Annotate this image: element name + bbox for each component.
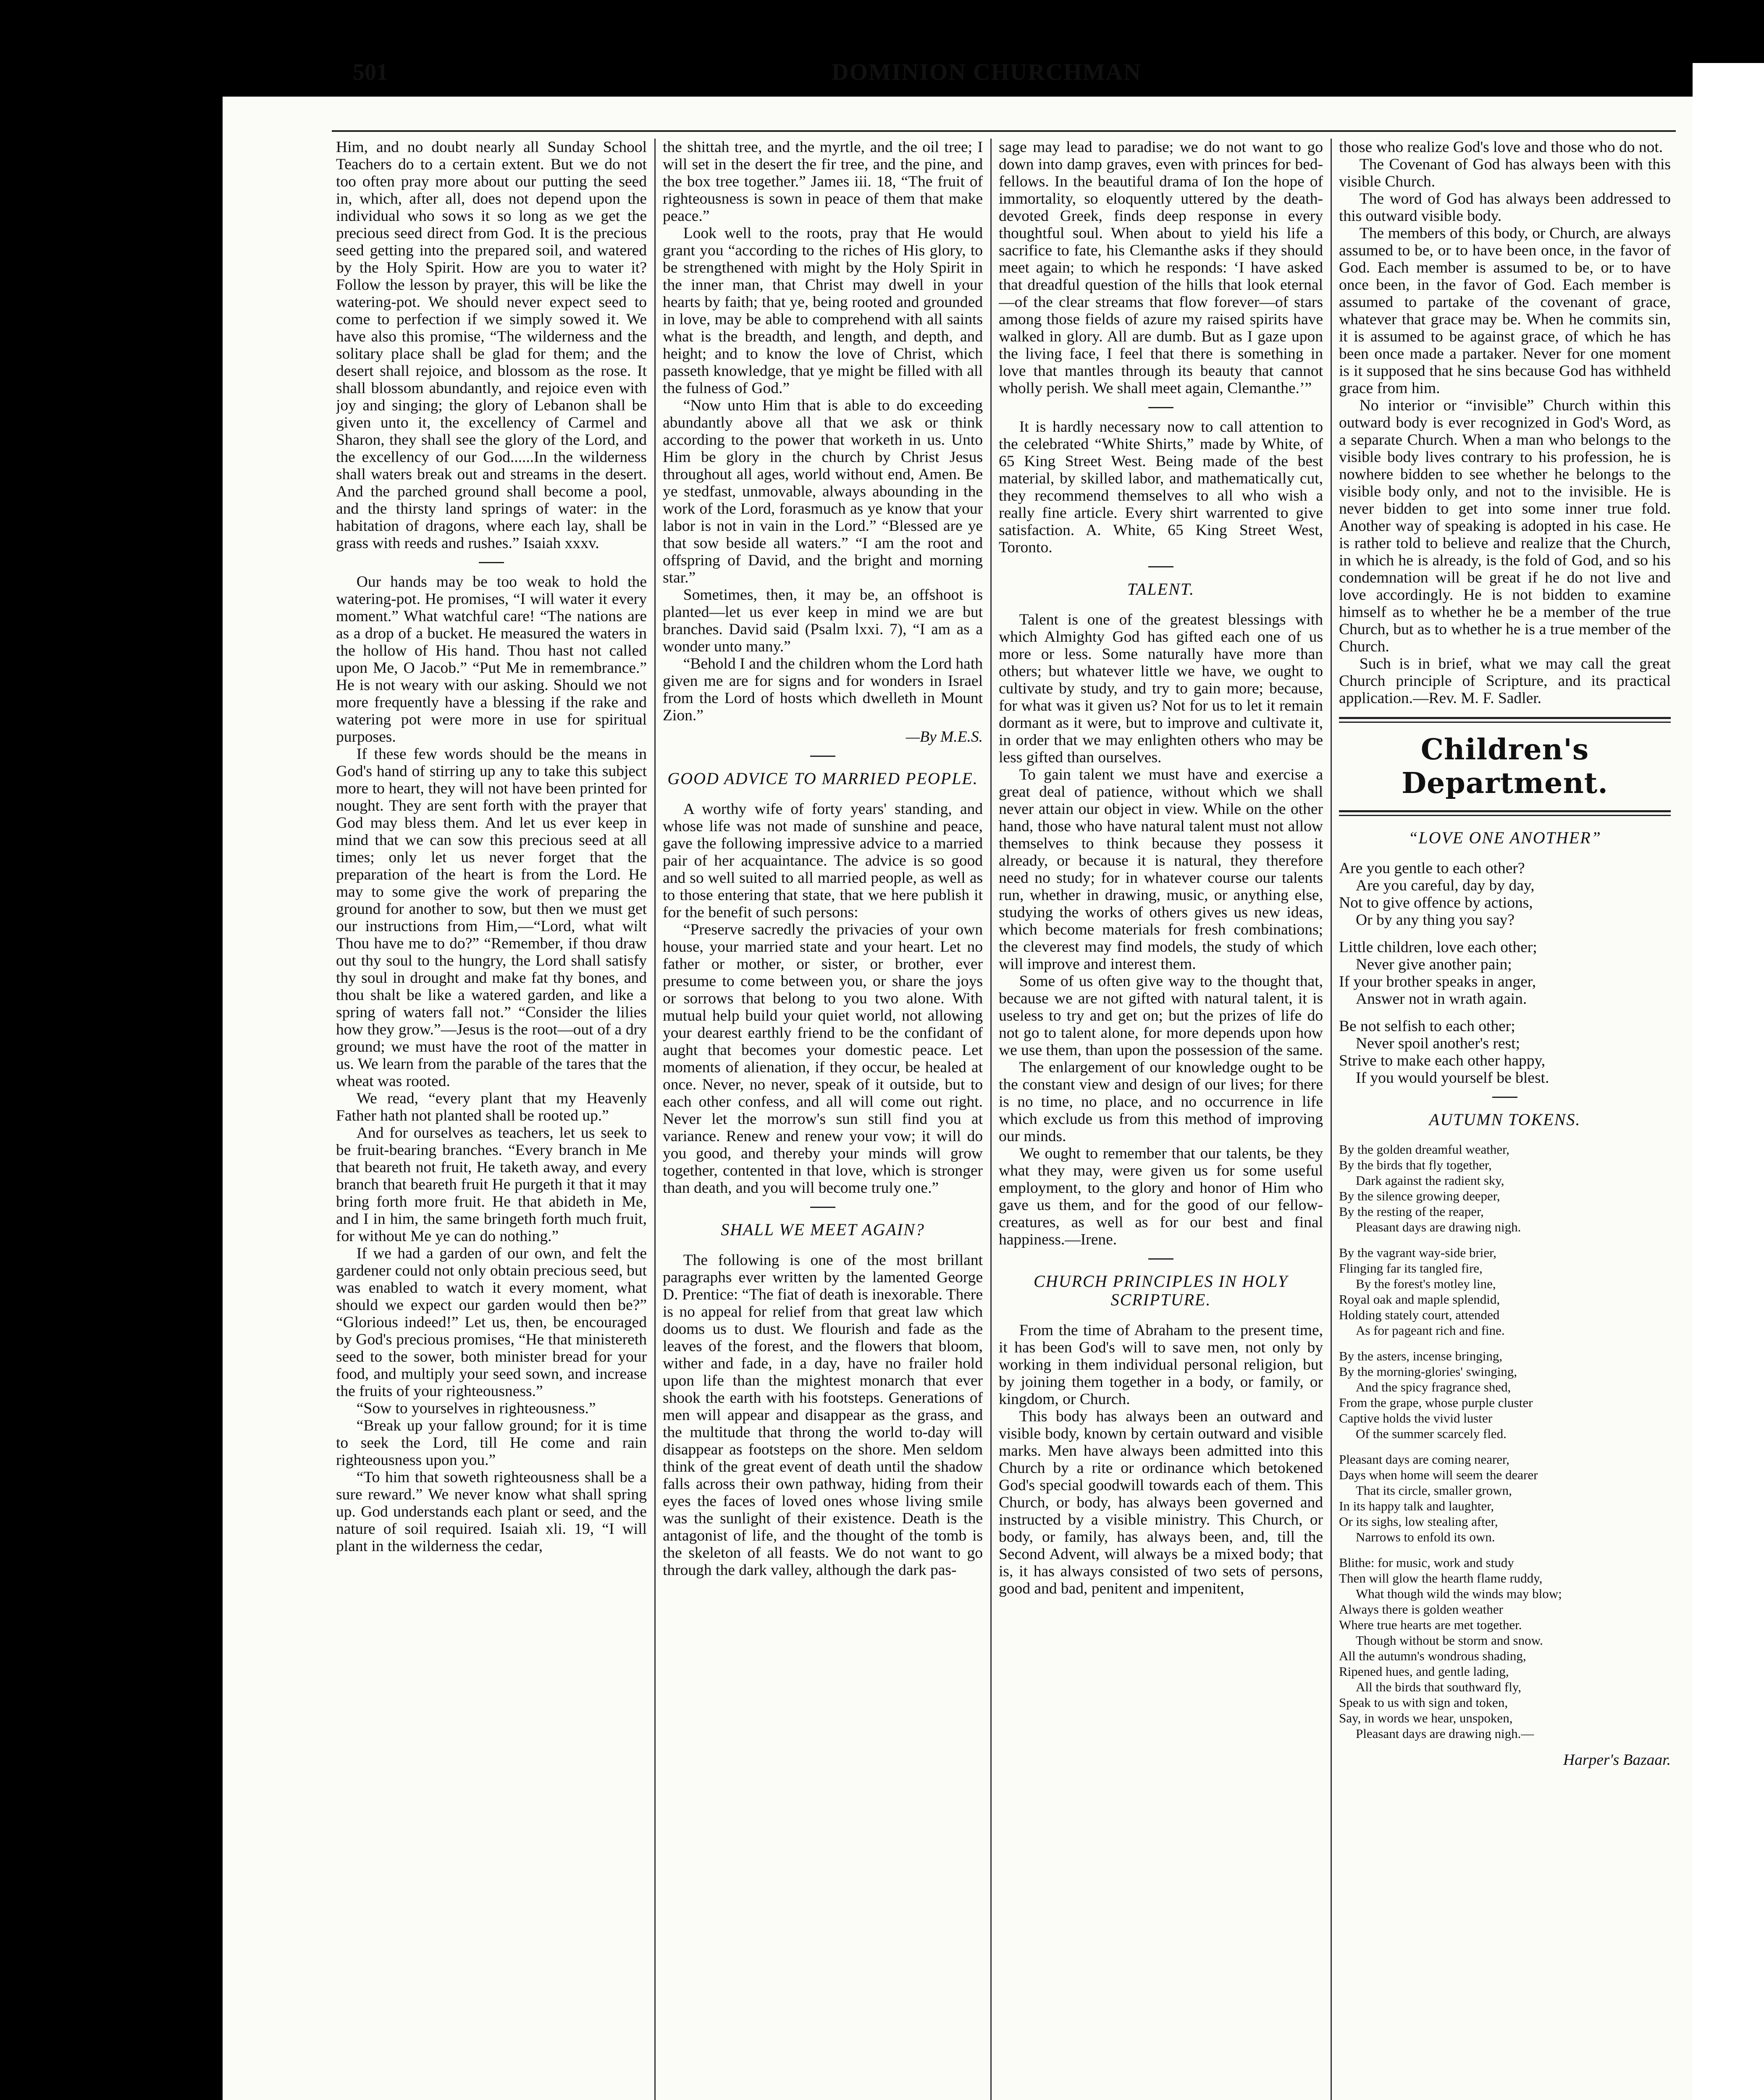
paragraph: If we had a garden of our own, and felt the gardener could not only obtain precious seed, but was enabled to watch it every moment, what should we expect our garden would then be?” “Glorious indeed!” Let us, then, be encouraged by God's precious promises, “He that ministereth seed to the sower, both minister bread for your food, and multiply your seed sown, and increase the fruits of your righteousness.” — [336, 1245, 647, 1400]
poem-line: In its happy talk and laughter, — [1339, 1499, 1494, 1513]
paragraph: From the time of Abraham to the present time, it has been God's will to save men, not only by working in them individual personal religion, but by joining them together in a body, or family, or kingdom, or Church. — [999, 1322, 1323, 1408]
poem-line: Then will glow the hearth flame ruddy, — [1339, 1571, 1543, 1586]
paragraph: sage may lead to paradise; we do not want to go down into damp graves, even with princes for bed-fellows. In the beautiful drama of Ion the hope of immortality, so eloquently uttered by the death-devoted Greek, finds deep response in every thoughtful soul. When about to yield his life a sacrifice to fate, his Clemanthe asks if they should meet again; to which he responds: ‘I have asked that dreadful question of the hills that look eternal—of the clear streams that flow forever—of stars among those fields of azure my raised spirits have walked in glory. All are dumb. But as I gaze upon the living face, I feel that there is something in love that mantles through its beauty that cannot wholly perish. We shall meet again, Clemanthe.’” — [999, 139, 1323, 397]
article-heading: CHURCH PRINCIPLES IN HOLY SCRIPTURE. — [1034, 1272, 1288, 1309]
poem-line: By the forest's motley line, — [1356, 1276, 1496, 1291]
stanza — [1339, 1348, 1671, 1441]
paragraph: The word of God has always been addressed to this outward visible body. — [1339, 190, 1671, 225]
paragraph: The Covenant of God has always been with this visible Church. — [1339, 156, 1671, 190]
stanza — [1339, 1142, 1671, 1235]
article-heading: SHALL WE MEET AGAIN? — [721, 1220, 925, 1239]
paragraph: The members of this body, or Church, are always assumed to be, or to have been once, in the favor of God. Each member is assumed to be, or to have once been, in the favor of God. Each member is assumed to partake of the covenant of grace, whatever that grace may be. When he commits sin, it is assumed to be against grace, of which he has been once made a partaker. Never for one moment is it supposed that he sins because God has withheld grace from him. — [1339, 225, 1671, 397]
column-4 — [1339, 139, 1671, 2100]
poem-line: Or its sighs, low stealing after, — [1339, 1514, 1498, 1529]
poem-line: And the spicy fragrance shed, — [1356, 1380, 1511, 1394]
poem-line: Though without be storm and snow. — [1356, 1633, 1543, 1648]
poem-line: Never spoil another's rest; — [1356, 1035, 1520, 1052]
poem-line: Are you careful, day by day, — [1356, 877, 1535, 894]
poem-line: By the resting of the reaper, — [1339, 1204, 1484, 1219]
section-rule — [1339, 810, 1671, 816]
article-heading: GOOD ADVICE TO MARRIED PEOPLE. — [667, 769, 978, 788]
poem-line: Where true hearts are met together. — [1339, 1617, 1522, 1632]
poem-line: As for pageant rich and fine. — [1356, 1323, 1505, 1338]
stanza — [1339, 1555, 1671, 1741]
poem-line: Captive holds the vivid luster — [1339, 1411, 1493, 1425]
poem-line: By the birds that fly together, — [1339, 1158, 1492, 1172]
poem-line: Royal oak and maple splendid, — [1339, 1292, 1500, 1307]
poem-line: Always there is golden weather — [1339, 1602, 1503, 1617]
column-divider — [1331, 139, 1332, 2100]
poem-line: Speak to us with sign and token, — [1339, 1695, 1508, 1710]
paragraph: The enlargement of our knowledge ought to be the constant view and design of our lives; for there is no time, no place, and no occurrence in life which exclude us from this method of improving our minds. — [999, 1059, 1323, 1145]
stanza — [1339, 939, 1671, 1008]
paragraph: “Break up your fallow ground; for it is time to seek the Lord, till He come and rain righteousness upon you.” — [336, 1417, 647, 1469]
poem-title: AUTUMN TOKENS. — [1429, 1110, 1581, 1129]
poem-line: By the golden dreamful weather, — [1339, 1142, 1509, 1157]
page-number: 501 — [353, 59, 388, 85]
poem-line: Of the summer scarcely fled. — [1356, 1426, 1507, 1441]
signature: —By M.E.S. — [906, 728, 983, 746]
poem-line: If your brother speaks in anger, — [1339, 973, 1536, 990]
paragraph: Some of us often give way to the thought that, because we are not gifted with natural talent, it is useless to try and get on; but the prizes of life do not go to talent alone, for more depends upon how we use them, than upon the possession of the same. — [999, 973, 1323, 1059]
paragraph: the shittah tree, and the myrtle, and the oil tree; I will set in the desert the fir tree, and the pine, and the box tree together.” James iii. 18, “The fruit of righteousness is sown in peace of them that make peace.” — [663, 139, 983, 225]
separator — [1148, 566, 1173, 567]
paragraph: Look well to the roots, pray that He would grant you “according to the riches of His glory, to be strengthened with might by the Holy Spirit in the inner man, that Christ may dwell in your hearts by faith; that ye, being rooted and grounded in love, may be able to comprehend with all saints what is the breadth, and length, and depth, and height; and to know the love of Christ, which passeth knowledge, that ye might be filled with all the fulness of God.” — [663, 225, 983, 397]
paragraph: And for ourselves as teachers, let us seek to be fruit-bearing branches. “Every branch in Me that beareth not fruit, He taketh away, and every branch that beareth fruit He purgeth it that it may bring forth more fruit. He that abideth in Me, and I in him, the same bringeth forth much fruit, for without Me ye can do nothing.” — [336, 1124, 647, 1245]
paragraph: To gain talent we must have and exercise a great deal of patience, without which we shall never attain our object in view. While on the other hand, those who have natural talent must not allow themselves to think because they possess it already, or because it is natural, they therefore need no study; for in whatever course our talents run, whether in drawing, music, or anything else, studying the works of others gives us new ideas, which become materials for fresh combinations; the cleverest may find models, the study of which will improve and interest them. — [999, 766, 1323, 973]
poem-line: Blithe: for music, work and study — [1339, 1555, 1514, 1570]
paragraph: “Sow to yourselves in righteousness.” — [356, 1400, 596, 1417]
poem-line: By the silence growing deeper, — [1339, 1189, 1500, 1203]
poem-line: Or by any thing you say? — [1356, 911, 1515, 929]
poem-line: Say, in words we hear, unspoken, — [1339, 1711, 1513, 1725]
paragraph: those who realize God's love and those who do not. — [1339, 139, 1663, 156]
separator — [810, 1207, 835, 1208]
column-divider — [990, 139, 992, 2100]
poem-line: Are you gentle to each other? — [1339, 860, 1525, 877]
poem — [1339, 860, 1671, 1087]
poem-line: Pleasant days are drawing nigh. — [1356, 1220, 1521, 1234]
poem-line: Days when home will seem the dearer — [1339, 1467, 1538, 1482]
poem-line: Ripened hues, and gentle lading, — [1339, 1664, 1509, 1679]
paragraph: “Now unto Him that is able to do exceeding abundantly above all that we ask or think according to the power that worketh in us. Unto Him be glory in the church by Christ Jesus throughout all ages, world without end, Amen. Be ye stedfast, unmovable, always abounding in the work of the Lord, forasmuch as ye know that your labor is not in vain in the Lord.” “Blessed are ye that sow beside all waters.” “I am the root and offspring of David, and the bright and morning star.” — [663, 397, 983, 586]
newspaper-title: DOMINION CHURCHMAN — [832, 59, 1142, 85]
poem-line: Never give another pain; — [1356, 956, 1512, 973]
poem-line: By the morning-glories' swinging, — [1339, 1364, 1517, 1379]
separator — [810, 756, 835, 757]
poem-line: Not to give offence by actions, — [1339, 894, 1533, 911]
paragraph: If these few words should be the means in God's hand of stirring up any to take this subject more to heart, they will not have been printed for nought. They are sent forth with the prayer that God may bless them. And let us ever keep in mind that we can sow this precious seed at all times; only let us never forget that the preparation of the heart is from the Lord. He may to some give the work of preparing the ground for another to sow, but then we must get our instructions from Him,—“Lord, what wilt Thou have me to do?” “Remember, if thou draw out thy soul to the hungry, the Lord shall satisfy thy soul in drought and make fat thy bones, and thou shalt be like a watered garden, and like a spring of waters fall not.” “Consider the lilies how they grow.”—Jesus is the root—out of a dry ground; we must have the root of the matter in us. We learn from the parable of the tares that the wheat was rooted. — [336, 746, 647, 1090]
paragraph: Talent is one of the greatest blessings with which Almighty God has gifted each one of us more or less. Some naturally have more than others; but whatever little we have, we ought to cultivate by study, and try to gain more; because, for what was it given us? Not for us to let it remain dormant as it were, but to improve and cultivate it, in order that we may enlighten others who may be less gifted than ourselves. — [999, 611, 1323, 766]
poem-line: Flinging far its tangled fire, — [1339, 1261, 1483, 1276]
paragraph: This body has always been an outward and visible body, known by certain outward and visible marks. Men have always been admitted into this Church by a rite or ordinance which betokened God's special goodwill towards each of them. This Church, or body, has always been governed and instructed by a visible ministry. This Church, or body, or family, has always been, and, till the Second Advent, will always be a mixed body; that is, it has always consisted of two sets of persons, good and bad, penitent and impenitent, — [999, 1408, 1323, 1597]
poem-line: Pleasant days are drawing nigh.— — [1356, 1726, 1534, 1741]
header-rule — [332, 130, 1676, 132]
paragraph: Our hands may be too weak to hold the watering-pot. He promises, “I will water it every moment.” What watchful care! “The nations are as a drop of a bucket. He measured the waters in the hollow of His hand. Thou hast not called upon Me, O Jacob.” “Put Me in remembrance.” He is not weary with our asking. Should we not more frequently have a blessing if the rake and watering pot were more in use for spiritual purposes. — [336, 573, 647, 746]
separator — [1148, 1258, 1173, 1260]
poem-title: “LOVE ONE ANOTHER” — [1408, 828, 1601, 847]
poem-line: By the asters, incense bringing, — [1339, 1349, 1503, 1363]
poem-line: Dark against the radient sky, — [1356, 1173, 1504, 1188]
paragraph: “Behold I and the children whom the Lord hath given me are for signs and for wonders in Israel from the Lord of hosts which dwelleth in Mount Zion.” — [663, 655, 983, 724]
paragraph: We ought to remember that our talents, be they what they may, were given us for some useful employment, to the glory and honor of Him who gave us them, and for the good of our fellow-creatures, as well as for our best and final happiness.—Irene. — [999, 1145, 1323, 1248]
column-1 — [336, 139, 647, 2100]
poem-line: Pleasant days are coming nearer, — [1339, 1452, 1509, 1467]
stanza — [1339, 1245, 1671, 1338]
paragraph: No interior or “invisible” Church within this outward body is ever recognized in God's Word, as a separate Church. When a man who belongs to the visible body lives contrary to his profession, he is nowhere bidden to see whether he belongs to the visible body only, and not to the invisible. He is never bidden to get into some inner true fold. Another way of speaking is adopted in his case. He is rather told to believe and realize that the Church, in which he is already, is the fold of God, and so his condemnation will be great if he do not live and love accordingly. He is not bidden to examine himself as to whether he be a member of the true Church, but as to whether he is a true member of the Church. — [1339, 397, 1671, 655]
poem-source: Harper's Bazaar. — [1563, 1751, 1671, 1769]
paragraph: “Preserve sacredly the privacies of your own house, your married state and your heart. Let no father or mother, or sister, or brother, ever presume to come between you, or share the joys or sorrows that belong to you two alone. With mutual help build your quiet world, not allowing your dearest earthly friend to be the confidant of aught that becomes your domestic peace. Let moments of alienation, if they occur, be healed at once. Never, no never, speak of it outside, but to each other confess, and all will come out right. Never let the morrow's sun still find you at variance. Renew and renew your vow; it will do you good, and thereby your minds will grow together, contented in that love, which is stronger than death, and you will become truly one.” — [663, 921, 983, 1197]
poem-line: Narrows to enfold its own. — [1356, 1530, 1495, 1544]
poem-line: What though wild the winds may blow; — [1356, 1586, 1562, 1601]
poem-line: If you would yourself be blest. — [1356, 1069, 1549, 1087]
poem-line: All the autumn's wondrous shading, — [1339, 1648, 1526, 1663]
section-heading: Children's Department. — [1402, 733, 1608, 800]
stanza — [1339, 1452, 1671, 1545]
separator — [479, 562, 504, 563]
poem — [1339, 1142, 1671, 1741]
separator — [1148, 407, 1173, 408]
poem-line: By the vagrant way-side brier, — [1339, 1245, 1496, 1260]
section-rule — [1339, 717, 1671, 723]
poem-line: Holding stately court, attended — [1339, 1307, 1500, 1322]
paragraph: It is hardly necessary now to call attention to the celebrated “White Shirts,” made by White, of 65 King Street West. Being made of the best material, by skilled labor, and mathematically cut, they recommend themselves to all who wish a really fine article. Every shirt warrented to give satisfaction. A. White, 65 King Street West, Toronto. — [999, 418, 1323, 556]
column-2 — [663, 139, 983, 2100]
poem-line: Be not selfish to each other; — [1339, 1018, 1515, 1035]
scanner-margin — [1693, 63, 1764, 2100]
article-heading: TALENT. — [1127, 580, 1195, 598]
stanza — [1339, 860, 1671, 929]
paragraph: The following is one of the most brillant paragraphs ever written by the lamented George D. Prentice: “The fiat of death is inexorable. There is no appeal for relief from that great law which dooms us to dust. We flourish and fade as the leaves of the forest, and the flowers that bloom, wither and fade, in a day, have no frailer hold upon life than the mightest monarch that ever shook the earth with his footsteps. Generations of men will appear and disappear as the grass, and the multitude that throng the world to-day will disappear as footsteps on the shore. Men seldom think of the great event of death until the shadow falls across their own pathway, hiding from their eyes the faces of loved ones whose living smile was the sunlight of their existence. Death is the antagonist of life, and the thought of the tomb is the skeleton of all feasts. We do not want to go through the dark valley, although the dark pas- — [663, 1252, 983, 1579]
separator — [1492, 1097, 1517, 1098]
paragraph: A worthy wife of forty years' standing, and whose life was not made of sunshine and peace, gave the following impressive advice to a married pair of her acquaintance. The advice is so good and so well suited to all married people, as well as to those entering that state, that we here publish it for the benefit of such persons: — [663, 801, 983, 921]
poem-line: That its circle, smaller grown, — [1356, 1483, 1512, 1498]
paragraph: Such is in brief, what we may call the great Church principle of Scripture, and its practical application.—Rev. M. F. Sadler. — [1339, 655, 1671, 707]
poem-line: Answer not in wrath again. — [1356, 990, 1527, 1008]
poem-line: All the birds that southward fly, — [1356, 1680, 1522, 1694]
paragraph: We read, “every plant that my Heavenly Father hath not planted shall be rooted up.” — [336, 1090, 647, 1124]
column-divider — [654, 139, 656, 2100]
paragraph: Him, and no doubt nearly all Sunday School Teachers do to a certain extent. But we do not too often pray more about our putting the seed in, which, after all, does not depend upon the individual who sows it so long as we get the precious seed direct from God. It is the precious seed getting into the prepared soil, and watered by the Holy Spirit. How are you to water it? Follow the lesson by prayer, this will be like the watering-pot. We should never expect seed to come to perfection if we simply sowed it. We have also this promise, “The wilderness and the solitary place shall be glad for them; and the desert shall rejoice, and blossom as the rose. It shall blossom abundantly, and rejoice even with joy and singing; the glory of Lebanon shall be given unto it, the excellency of Carmel and Sharon, they shall see the glory of the Lord, and the excellency of our God......In the wilderness shall waters break out and streams in the desert. And the parched ground shall become a pool, and the thirsty land springs of water: in the habitation of dragons, where each lay, shall be grass with reeds and rushes.” Isaiah xxxv. — [336, 139, 647, 552]
poem-line: Strive to make each other happy, — [1339, 1052, 1546, 1069]
poem-line: Little children, love each other; — [1339, 939, 1537, 956]
stanza — [1339, 1018, 1671, 1087]
paragraph: “To him that soweth righteousness shall be a sure reward.” We never know what shall spring up. God understands each plant or seed, and the nature of soil required. Isaiah xli. 19, “I will plant in the wilderness the cedar, — [336, 1469, 647, 1555]
column-3 — [999, 139, 1323, 2100]
paragraph: Sometimes, then, it may be, an offshoot is planted—let us ever keep in mind we are but branches. David said (Psalm lxxi. 7), “I am as a wonder unto many.” — [663, 586, 983, 655]
poem-line: From the grape, whose purple cluster — [1339, 1395, 1533, 1410]
